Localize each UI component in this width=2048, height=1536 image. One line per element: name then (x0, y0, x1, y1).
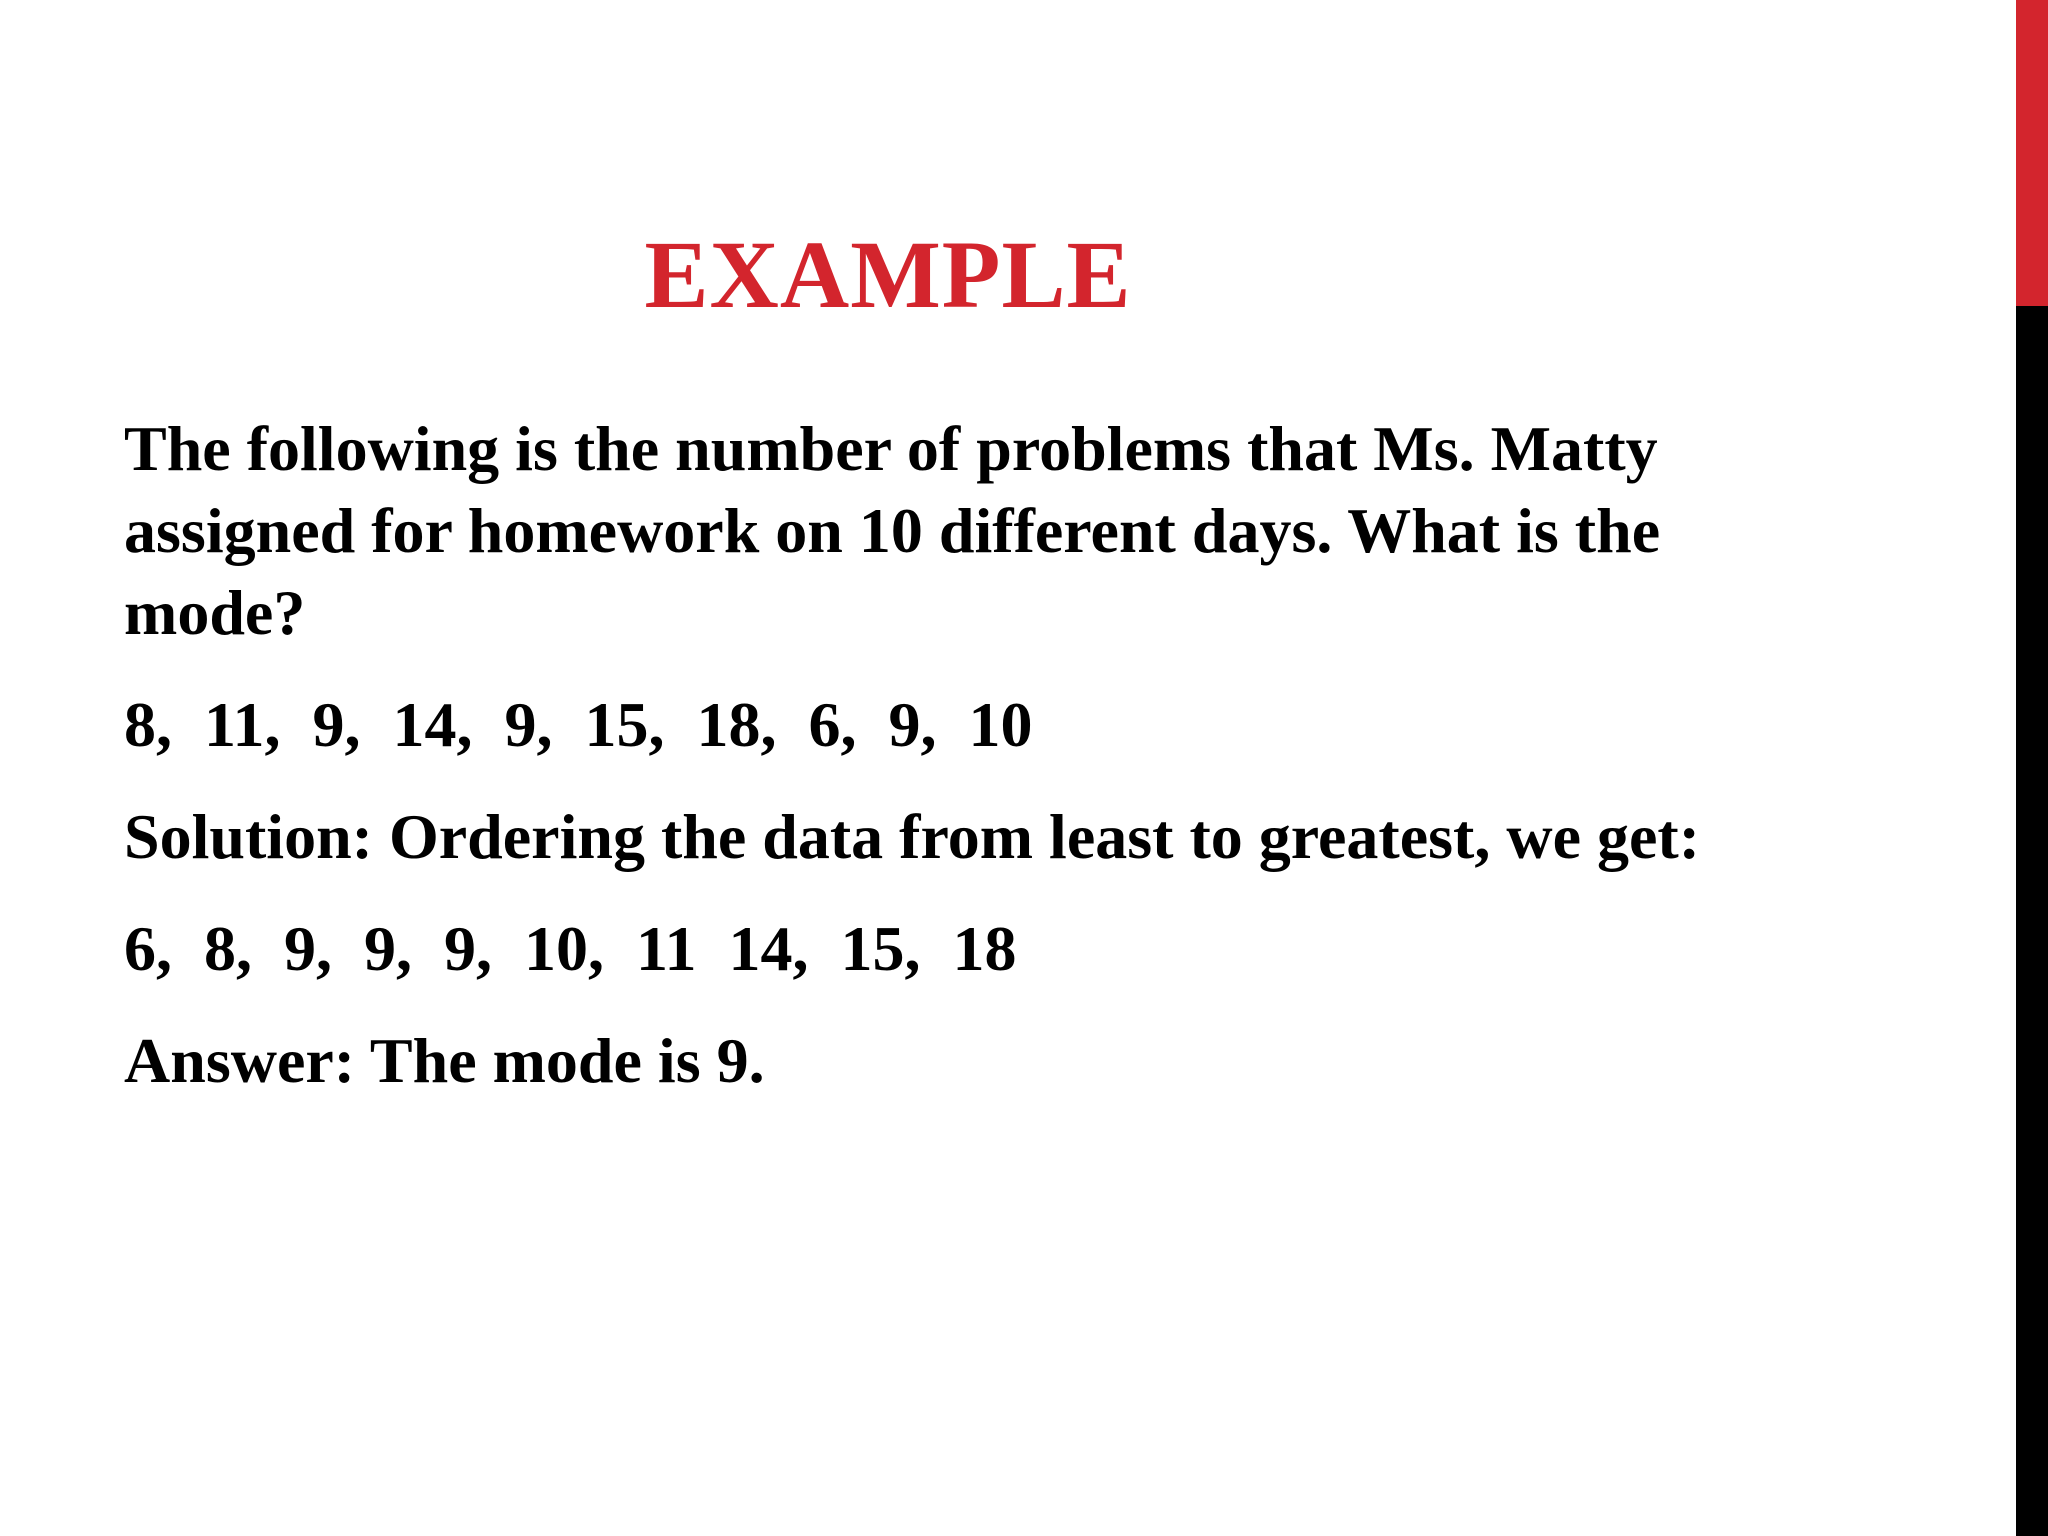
accent-bar-black (2016, 306, 2048, 1536)
slide-body (124, 408, 1844, 1132)
accent-bar-red (2016, 0, 2048, 306)
solution-text: Solution: Ordering the data from least to greatest, we get: (124, 801, 1700, 872)
problem-statement: The following is the number of problems that Ms. Matty assigned for homework on 10 different days. What is the mode? (124, 413, 1677, 648)
answer-text: Answer: The mode is 9. (124, 1025, 765, 1096)
ordered-data-set: 6, 8, 9, 9, 9, 10, 11 14, 15, 18 (124, 913, 1017, 984)
slide-title: EXAMPLE (644, 221, 1132, 328)
data-set: 8, 11, 9, 14, 9, 15, 18, 6, 9, 10 (124, 689, 1033, 760)
